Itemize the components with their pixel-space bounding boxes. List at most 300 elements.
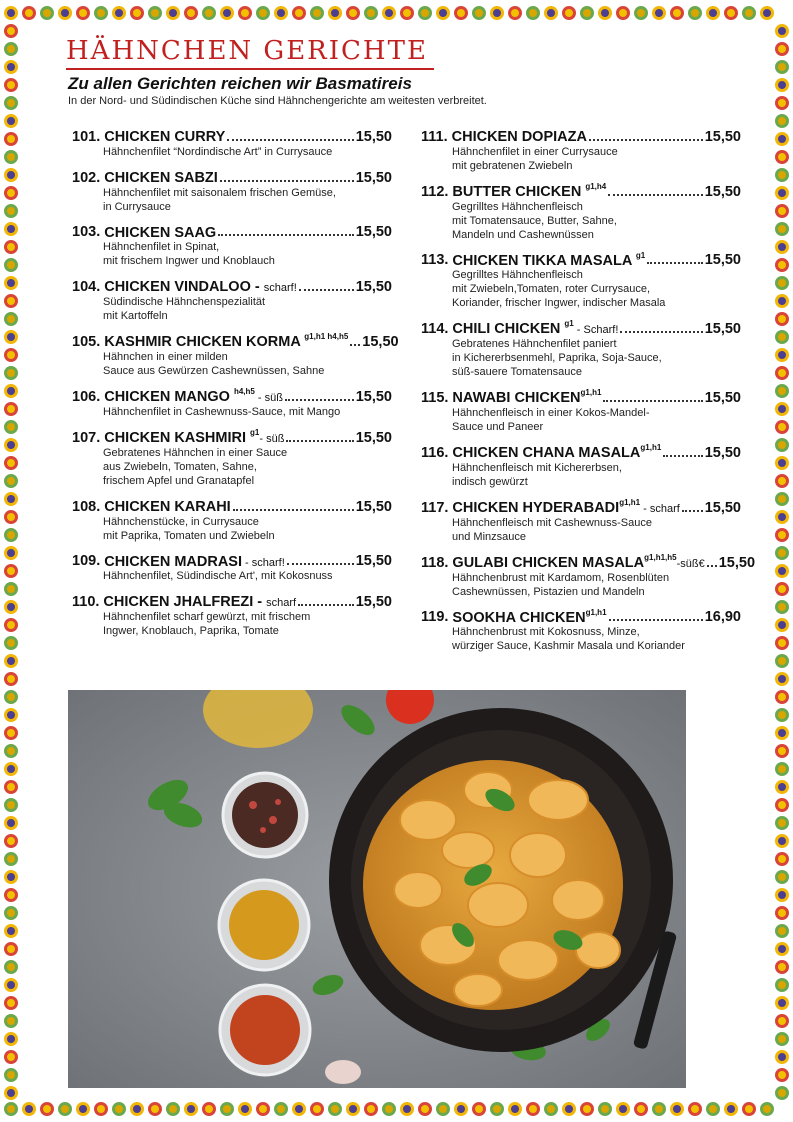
border-ornament <box>775 798 789 812</box>
border-ornament <box>94 6 108 20</box>
item-price: 16,90 <box>704 609 741 626</box>
item-price: 15,50 <box>355 553 392 570</box>
item-name <box>452 389 601 406</box>
menu-item-header <box>421 252 741 269</box>
border-ornament <box>775 672 789 686</box>
intro-text: In der Nord- und Südindischen Küche sind Hähnchengerichte am weitesten verbreitet. <box>68 95 487 107</box>
item-price: 15,50 <box>355 388 392 405</box>
border-ornament <box>4 726 18 740</box>
border-ornament <box>4 618 18 632</box>
item-description: Gebratenes Hähnchenfilet paniert in Kichererbsenmehl, Paprika, Soja-Sauce, süß-sauere Tomatensauce <box>452 338 662 379</box>
border-ornament <box>4 960 18 974</box>
menu-item <box>72 593 392 638</box>
border-ornament <box>688 1102 702 1116</box>
border-ornament <box>310 1102 324 1116</box>
menu-item-header <box>72 388 392 405</box>
border-ornament <box>4 582 18 596</box>
border-ornament <box>454 6 468 20</box>
border-ornament <box>775 60 789 74</box>
border-ornament <box>775 348 789 362</box>
border-ornament <box>328 6 342 20</box>
item-price: 15,50 <box>704 321 741 338</box>
item-title: CHICKEN CHANA MASALA <box>452 444 641 461</box>
border-ornament <box>4 60 18 74</box>
item-name <box>452 183 606 200</box>
border-ornament <box>616 1102 630 1116</box>
border-ornament <box>670 1102 684 1116</box>
border-ornament <box>256 6 270 20</box>
menu-column-right <box>421 128 756 663</box>
border-ornament <box>454 1102 468 1116</box>
border-ornament <box>580 1102 594 1116</box>
menu-item <box>72 128 392 159</box>
item-description: Hähnchenfleisch in einer Kokos-Mandel- Sauce und Paneer <box>452 407 650 434</box>
border-ornament <box>22 6 36 20</box>
item-name <box>103 593 296 610</box>
item-description: Hähnchenfilet mit saisonalem frischen Gemüse, in Currysauce <box>103 186 336 213</box>
border-ornament <box>598 6 612 20</box>
item-name <box>104 128 225 145</box>
item-title: CHICKEN SAAG <box>104 224 217 241</box>
menu-item-header <box>72 224 392 241</box>
menu-item <box>72 332 399 378</box>
allergen-codes: h4,h5 <box>233 387 255 397</box>
border-ornament <box>775 996 789 1010</box>
border-ornament <box>526 6 540 20</box>
item-title: CHICKEN DOPIAZA <box>451 128 587 145</box>
chicken-curry-illustration <box>68 690 686 1088</box>
border-ornament <box>4 186 18 200</box>
border-ornament <box>706 1102 720 1116</box>
item-title: CHICKEN KARAHI <box>104 498 231 515</box>
border-ornament <box>4 222 18 236</box>
border-ornament <box>112 1102 126 1116</box>
item-description: Hähnchenfilet scharf gewürzt, mit frischem Ingwer, Knoblauch, Paprika, Tomate <box>103 611 311 638</box>
border-ornament <box>775 690 789 704</box>
menu-item-header <box>72 429 392 446</box>
border-ornament <box>760 6 774 20</box>
border-ornament <box>775 78 789 92</box>
border-ornament <box>4 276 18 290</box>
leader-dots <box>609 619 703 621</box>
border-ornament <box>775 24 789 38</box>
item-price: 15,50 <box>718 554 756 571</box>
border-ornament <box>310 6 324 20</box>
border-ornament <box>775 420 789 434</box>
border-ornament <box>40 1102 54 1116</box>
item-number: 106. <box>72 388 101 405</box>
border-ornament <box>775 618 789 632</box>
item-description: Hähnchen in einer milden Sauce aus Gewürzen Cashewnüssen, Sahne <box>103 351 325 378</box>
border-ornament <box>775 1032 789 1046</box>
border-ornament <box>4 24 18 38</box>
leader-dots <box>603 400 702 402</box>
allergen-codes: g1,h1 <box>580 388 602 398</box>
item-name <box>104 388 283 405</box>
border-ornament <box>40 6 54 20</box>
border-ornament <box>544 1102 558 1116</box>
item-title: BUTTER CHICKEN <box>452 183 586 200</box>
border-ornament <box>202 1102 216 1116</box>
border-ornament <box>436 6 450 20</box>
border-ornament <box>775 186 789 200</box>
item-price: 15,50 <box>355 594 392 611</box>
leader-dots <box>647 262 703 264</box>
spice-note: - süß <box>259 432 285 445</box>
border-ornament <box>4 906 18 920</box>
spice-note: - scharf <box>640 502 680 515</box>
border-ornament <box>112 6 126 20</box>
menu-item <box>72 169 392 214</box>
item-price: 15,50 <box>355 279 392 296</box>
item-title: GULABI CHICKEN MASALA <box>452 554 645 571</box>
border-ornament <box>76 1102 90 1116</box>
item-name <box>104 498 230 515</box>
leader-dots <box>233 509 354 511</box>
menu-item <box>421 552 756 599</box>
item-title: CHICKEN MADRASI <box>104 553 242 570</box>
border-ornament <box>775 492 789 506</box>
border-ornament <box>4 996 18 1010</box>
border-ornament <box>775 600 789 614</box>
border-ornament <box>526 1102 540 1116</box>
leader-dots <box>589 139 703 141</box>
item-name <box>452 609 606 626</box>
spice-note: scharf <box>266 597 297 610</box>
border-ornament <box>775 42 789 56</box>
item-title: CHICKEN HYDERABADI <box>452 499 620 516</box>
leader-dots <box>663 455 702 457</box>
item-description: Hähnchenfilet, Südindische Art', mit Kokosnuss <box>103 570 333 583</box>
border-ornament <box>130 1102 144 1116</box>
menu-item <box>421 389 741 434</box>
border-ornament <box>4 978 18 992</box>
border-ornament <box>400 6 414 20</box>
item-number: 101. <box>72 128 101 145</box>
border-ornament <box>775 510 789 524</box>
border-ornament <box>580 6 594 20</box>
item-name <box>104 224 216 241</box>
leader-dots <box>287 563 354 565</box>
border-ornament <box>238 6 252 20</box>
item-name <box>104 278 297 295</box>
item-description: Hähnchenfleisch mit Kichererbsen, indisch gewürzt <box>452 461 622 488</box>
border-ornament <box>775 150 789 164</box>
menu-item <box>421 183 741 242</box>
menu-item <box>72 429 392 488</box>
item-title: CHICKEN VINDALOO - <box>104 279 264 296</box>
border-ornament <box>382 6 396 20</box>
menu-item <box>421 444 741 489</box>
border-ornament <box>4 132 18 146</box>
item-title: CHICKEN MANGO <box>104 388 234 405</box>
item-name <box>452 128 587 145</box>
border-ornament <box>688 6 702 20</box>
spice-note: scharf! <box>263 282 297 295</box>
border-ornament <box>775 708 789 722</box>
item-number: 118. <box>421 554 449 571</box>
item-number: 109. <box>72 553 101 570</box>
border-ornament <box>775 654 789 668</box>
allergen-codes: g1,h1 h4,h5 <box>304 332 349 342</box>
border-ornament <box>4 564 18 578</box>
leader-dots <box>620 331 702 333</box>
border-ornament <box>4 366 18 380</box>
border-ornament <box>775 204 789 218</box>
border-ornament <box>22 1102 36 1116</box>
menu-item <box>421 128 741 173</box>
border-ornament <box>775 564 789 578</box>
border-ornament <box>775 834 789 848</box>
border-ornament <box>4 708 18 722</box>
item-title: SOOKHA CHICKEN <box>452 609 586 626</box>
item-price: 15,50 <box>704 390 741 407</box>
border-ornament <box>544 6 558 20</box>
border-ornament <box>775 456 789 470</box>
item-title: CHICKEN SABZI <box>104 169 218 186</box>
border-ornament <box>58 1102 72 1116</box>
border-ornament <box>775 240 789 254</box>
item-number: 115. <box>421 390 449 407</box>
border-ornament <box>4 654 18 668</box>
border-ornament <box>775 870 789 884</box>
leader-dots <box>218 234 353 236</box>
title-underline <box>66 68 434 70</box>
menu-item <box>72 498 392 543</box>
border-ornament <box>775 330 789 344</box>
border-ornament <box>4 78 18 92</box>
border-ornament <box>775 888 789 902</box>
border-ornament <box>724 6 738 20</box>
leader-dots <box>682 510 703 512</box>
border-ornament <box>775 528 789 542</box>
item-number: 103. <box>72 224 101 241</box>
border-ornament <box>490 6 504 20</box>
border-ornament <box>4 204 18 218</box>
menu-item-header <box>72 593 392 610</box>
allergen-codes: g1,h1 <box>585 607 607 617</box>
border-ornament <box>4 1102 18 1116</box>
menu-item <box>72 224 392 269</box>
border-ornament <box>472 6 486 20</box>
border-ornament <box>4 510 18 524</box>
item-price: 15,50 <box>704 499 741 516</box>
border-ornament <box>4 420 18 434</box>
border-ornament <box>4 744 18 758</box>
border-ornament <box>775 726 789 740</box>
border-ornament <box>775 474 789 488</box>
item-title: CHICKEN KASHMIRI <box>104 429 251 446</box>
border-ornament <box>166 6 180 20</box>
item-number: 114. <box>421 321 449 338</box>
border-ornament <box>775 438 789 452</box>
spice-note: - süß <box>254 391 283 404</box>
item-number: 102. <box>72 169 101 186</box>
item-number: 117. <box>421 499 449 516</box>
border-ornament <box>4 438 18 452</box>
border-ornament <box>400 1102 414 1116</box>
border-ornament <box>775 114 789 128</box>
border-ornament <box>4 924 18 938</box>
border-ornament <box>775 1086 789 1100</box>
border-ornament <box>4 1050 18 1064</box>
item-description: Hähnchenfilet in einer Currysauce mit gebratenen Zwiebeln <box>452 145 618 172</box>
border-ornament <box>4 672 18 686</box>
border-ornament <box>4 330 18 344</box>
item-number: 105. <box>72 334 101 351</box>
border-ornament <box>775 924 789 938</box>
allergen-codes: g1 <box>635 250 646 260</box>
border-ornament <box>616 6 630 20</box>
menu-item-header <box>421 389 741 406</box>
item-name <box>452 554 704 571</box>
page-subtitle: Zu allen Gerichten reichen wir Basmatireis <box>68 74 412 93</box>
menu-item-header <box>72 498 392 515</box>
item-description: Gegrilltes Hähnchenfleisch mit Tomatensauce, Butter, Sahne, Mandeln und Cashewnüssen <box>452 200 617 241</box>
item-description: Hähnchenbrust mit Kardamom, Rosenblüten Cashewnüssen, Pistazien und Mandeln <box>452 571 670 598</box>
border-ornament <box>4 312 18 326</box>
item-price: 15,50 <box>355 498 392 515</box>
item-description: Hähnchenfleisch mit Cashewnuss-Sauce und Minzsauce <box>452 516 652 543</box>
menu-item <box>72 388 392 419</box>
leader-dots <box>350 344 360 346</box>
border-ornament <box>472 1102 486 1116</box>
item-number: 108. <box>72 498 101 515</box>
border-ornament <box>184 6 198 20</box>
border-ornament <box>4 258 18 272</box>
border-ornament <box>670 6 684 20</box>
item-number: 119. <box>421 609 449 626</box>
item-price: 15,50 <box>704 444 741 461</box>
item-name <box>104 169 218 186</box>
border-ornament <box>4 456 18 470</box>
border-ornament <box>775 222 789 236</box>
spice-note: -süß€ <box>676 557 705 570</box>
border-ornament <box>94 1102 108 1116</box>
allergen-codes: g1,h1,h5 <box>644 552 677 562</box>
item-number: 113. <box>421 252 449 269</box>
menu-item-header <box>72 553 392 570</box>
item-name <box>452 444 661 461</box>
border-ornament <box>256 1102 270 1116</box>
border-ornament <box>652 1102 666 1116</box>
border-ornament <box>775 816 789 830</box>
item-price: 15,50 <box>355 169 392 186</box>
border-ornament <box>4 762 18 776</box>
border-ornament <box>4 1086 18 1100</box>
border-ornament <box>742 1102 756 1116</box>
border-ornament <box>706 6 720 20</box>
leader-dots <box>299 289 354 291</box>
border-ornament <box>4 168 18 182</box>
menu-item-header <box>421 499 741 516</box>
border-ornament <box>775 636 789 650</box>
border-ornament <box>4 114 18 128</box>
border-ornament <box>346 6 360 20</box>
allergen-codes: g1 <box>250 427 260 437</box>
border-ornament <box>4 852 18 866</box>
menu-item-header <box>72 128 392 145</box>
border-ornament <box>775 852 789 866</box>
border-ornament <box>775 312 789 326</box>
border-ornament <box>418 1102 432 1116</box>
menu-item-header <box>421 183 741 200</box>
border-ornament <box>4 600 18 614</box>
menu-item <box>72 553 392 584</box>
item-price: 15,50 <box>704 128 741 145</box>
menu-item-header <box>72 278 392 295</box>
menu-item-header <box>72 332 399 351</box>
border-ornament <box>775 276 789 290</box>
border-ornament <box>4 384 18 398</box>
border-ornament <box>346 1102 360 1116</box>
leader-dots <box>285 399 354 401</box>
border-ornament <box>364 6 378 20</box>
border-ornament <box>775 744 789 758</box>
item-description: Hähnchenfilet in Cashewnuss-Sauce, mit Mango <box>103 405 341 418</box>
border-ornament <box>775 960 789 974</box>
border-ornament <box>436 1102 450 1116</box>
border-ornament <box>220 1102 234 1116</box>
item-name <box>104 553 285 570</box>
menu-item <box>421 320 741 379</box>
border-ornament <box>58 6 72 20</box>
item-title: NAWABI CHICKEN <box>452 390 581 407</box>
leader-dots <box>286 440 353 442</box>
border-ornament <box>775 96 789 110</box>
border-ornament <box>4 528 18 542</box>
border-ornament <box>775 1014 789 1028</box>
border-ornament <box>4 888 18 902</box>
border-ornament <box>4 798 18 812</box>
border-ornament <box>4 1068 18 1082</box>
food-photo <box>68 690 686 1088</box>
menu-item-header <box>421 128 741 145</box>
border-ornament <box>220 6 234 20</box>
menu-item-header <box>421 552 756 571</box>
item-number: 116. <box>421 444 449 461</box>
border-ornament <box>274 1102 288 1116</box>
border-ornament <box>775 258 789 272</box>
border-ornament <box>775 942 789 956</box>
item-name <box>104 333 348 350</box>
item-title: CHILI CHICKEN <box>452 321 565 338</box>
border-ornament <box>508 6 522 20</box>
item-description: Südindische Hähnchenspezialität mit Kartoffeln <box>103 296 266 323</box>
border-ornament <box>4 150 18 164</box>
leader-dots <box>227 139 353 141</box>
border-ornament <box>652 6 666 20</box>
page-title: HÄHNCHEN GERICHTE <box>66 36 428 66</box>
menu-item-header <box>72 169 392 186</box>
border-ornament <box>775 1050 789 1064</box>
border-ornament <box>562 6 576 20</box>
border-ornament <box>292 6 306 20</box>
border-ornament <box>76 6 90 20</box>
border-ornament <box>166 1102 180 1116</box>
border-ornament <box>775 582 789 596</box>
border-ornament <box>274 6 288 20</box>
border-ornament <box>184 1102 198 1116</box>
item-title: CHICKEN TIKKA MASALA <box>452 252 636 269</box>
item-number: 107. <box>72 429 101 446</box>
leader-dots <box>707 565 717 567</box>
item-price: 15,50 <box>355 429 392 446</box>
menu-item <box>421 252 741 311</box>
item-price: 15,50 <box>704 252 741 269</box>
spice-note: - scharf! <box>241 556 285 569</box>
border-ornament <box>202 6 216 20</box>
